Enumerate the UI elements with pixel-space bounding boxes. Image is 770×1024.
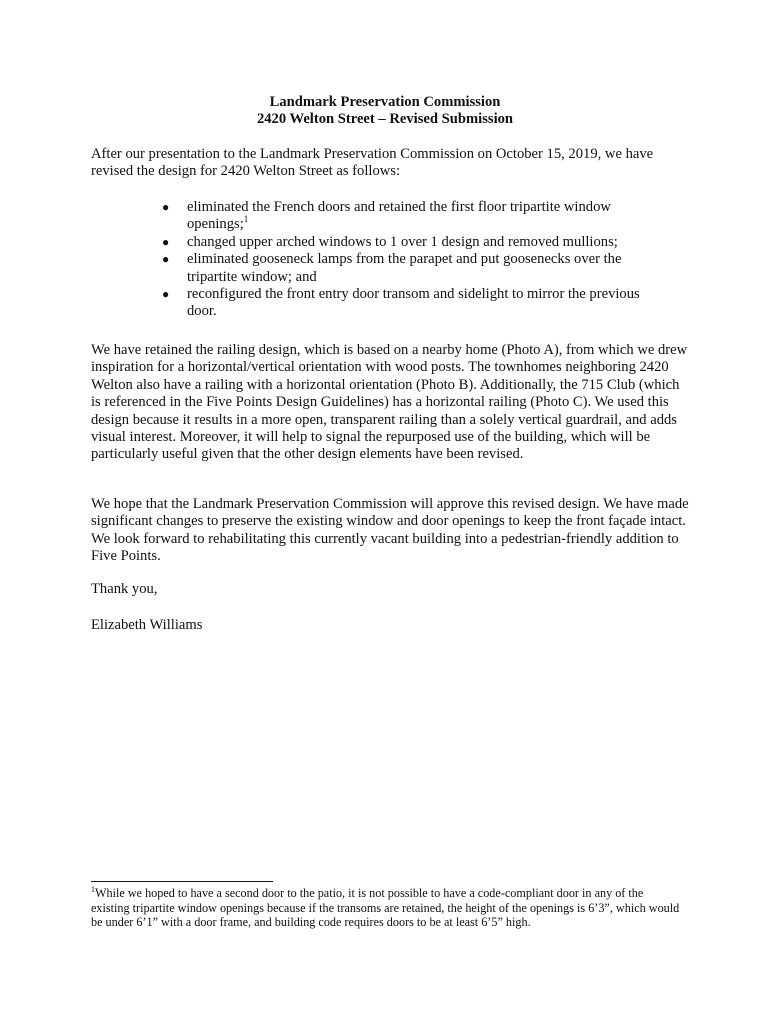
closing-text: Thank you, xyxy=(91,581,158,597)
intro-paragraph: After our presentation to the Landmark Preservation Commission on October 15, 2019, we have revised the design for 2420 Welton Street as follows: xyxy=(91,146,654,180)
footnote-reference: 1 xyxy=(243,214,249,225)
footnote-text: While we hoped to have a second door to the patio, it is not possible to have a code-compliant door in any of the existing tripartite window openings because if the transoms are retained, the height of the openings is 6’3”, which would be under 6’1” with a door frame, and building code requires doors to be at least 6’5” high. xyxy=(91,886,680,930)
list-item xyxy=(160,251,640,286)
list-item-text: changed upper arched windows to 1 over 1 design and removed mullions; xyxy=(187,233,618,250)
heading-subtitle: 2420 Welton Street – Revised Submission xyxy=(256,111,514,127)
bullet-icon: ● xyxy=(162,287,170,302)
footnote xyxy=(91,886,681,930)
signature-name: Elizabeth Williams xyxy=(91,617,203,633)
heading-title: Landmark Preservation Commission xyxy=(269,94,501,110)
document-heading xyxy=(0,94,770,128)
list-item-text: eliminated gooseneck lamps from the parapet and put goosenecks over the tripartite window; and xyxy=(187,251,622,285)
bullet-icon: ● xyxy=(162,234,170,249)
bullet-icon: ● xyxy=(162,200,170,214)
approval-paragraph: We hope that the Landmark Preservation Commission will approve this revised design. We have made significant changes to preserve the existing window and door openings to keep the front façade intact. We look forward to rehabilitating this currently vacant building into a pedestrian-friendly addition to Five Points. xyxy=(91,496,689,565)
footnote-mark: 1 xyxy=(91,884,95,894)
list-item xyxy=(160,234,640,251)
revision-list xyxy=(160,199,640,321)
list-item-text: eliminated the French doors and retained the first floor tripartite window openings; xyxy=(187,199,611,233)
list-item-text: reconfigured the front entry door transom and sidelight to mirror the previous door. xyxy=(187,286,640,320)
railing-paragraph: We have retained the railing design, which is based on a nearby home (Photo A), from which we drew inspiration for a horizontal/vertical orientation with wood posts. The townhomes neighboring 2420 Welton also have a railing with a horizontal orientation (Photo B). Additionally, the 715 Club (which is referenced in the Five Points Design Guidelines) has a horizontal railing (Photo C). We used this design because it results in a more open, transparent railing than a solely vertical guardrail, and adds visual interest. Moreover, it will help to signal the repurposed use of the building, which will be particularly useful given that the other design elements have been revised. xyxy=(91,342,688,463)
footnote-divider xyxy=(91,881,273,882)
list-item xyxy=(160,199,640,234)
bullet-icon: ● xyxy=(162,252,170,267)
list-item xyxy=(160,286,640,321)
